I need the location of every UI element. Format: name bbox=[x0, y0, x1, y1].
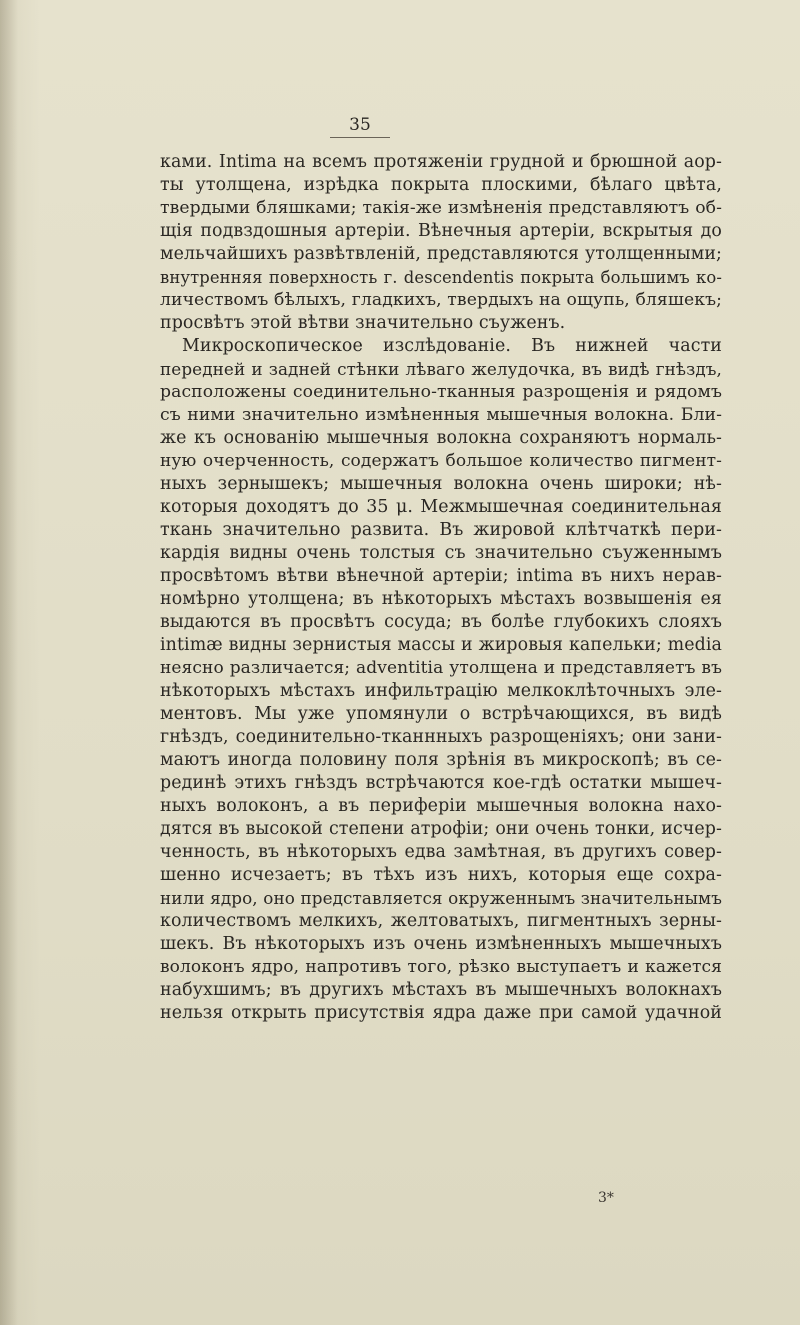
text-line: нельзя открыть присутствія ядра даже при самой удачной bbox=[160, 1003, 722, 1023]
text-line: количествомъ мелкихъ, желтоватыхъ, пигментныхъ зерны- bbox=[160, 911, 722, 931]
text-line: маютъ иногда половину поля зрѣнія въ микроскопѣ; въ се- bbox=[160, 750, 722, 770]
text-line: же къ основанію мышечныя волокна сохраняютъ нормаль- bbox=[160, 428, 722, 448]
text-line: мельчайшихъ развѣтвленій, представляются утолщенными; bbox=[160, 244, 722, 264]
body-text bbox=[160, 151, 722, 1025]
text-line: просвѣтъ этой вѣтви значительно съуженъ. bbox=[160, 313, 566, 333]
text-line: внутренняя поверхность г. descendentis покрыта большимъ ко- bbox=[160, 268, 722, 287]
text-line: твердыми бляшками; такія-же измѣненія представляютъ об- bbox=[160, 198, 722, 218]
text-line: Микроскопическое изслѣдованіе. Въ нижней части bbox=[182, 336, 722, 356]
text-line: ты утолщена, изрѣдка покрыта плоскими, бѣлаго цвѣта, bbox=[160, 175, 722, 195]
text-line: которыя доходятъ до 35 μ. Межмышечная соединительная bbox=[160, 497, 722, 517]
text-line: дятся въ высокой степени атрофіи; они очень тонки, исчер- bbox=[160, 819, 722, 839]
text-line: просвѣтомъ вѣтви вѣнечной артеріи; intima въ нихъ нерав- bbox=[160, 566, 722, 586]
text-line: шенно исчезаетъ; въ тѣхъ изъ нихъ, которыя еще сохра- bbox=[160, 865, 722, 885]
binding-shadow bbox=[0, 0, 18, 1325]
text-line: рединѣ этихъ гнѣздъ встрѣчаются кое-гдѣ остатки мышеч- bbox=[160, 773, 722, 793]
text-line: ками. Intima на всемъ протяженіи грудной и брюшной аор- bbox=[160, 152, 722, 172]
text-line: ткань значительно развита. Въ жировой клѣтчаткѣ пери- bbox=[160, 520, 722, 540]
text-line: личествомъ бѣлыхъ, гладкихъ, твердыхъ на ощупь, бляшекъ; bbox=[160, 290, 722, 310]
text-line: волоконъ ядро, напротивъ того, рѣзко выступаетъ и кажется bbox=[160, 957, 722, 977]
page-number: 35 bbox=[330, 115, 390, 138]
printer-signature: 3* bbox=[598, 1190, 614, 1206]
text-line: передней и задней стѣнки лѣваго желудочка, въ видѣ гнѣздъ, bbox=[160, 359, 722, 379]
text-line: кардія видны очень толстыя съ значительно съуженнымъ bbox=[160, 543, 722, 563]
text-line: ныхъ волоконъ, а въ периферіи мышечныя волокна нахо- bbox=[160, 796, 722, 816]
text-line: расположены соединительно-тканныя разрощенія и рядомъ bbox=[160, 382, 722, 402]
text-line: нѣкоторыхъ мѣстахъ инфильтрацію мелкоклѣточныхъ эле- bbox=[160, 681, 722, 701]
text-line: шекъ. Въ нѣкоторыхъ изъ очень измѣненныхъ мышечныхъ bbox=[160, 934, 722, 954]
text-line: неясно различается; adventitia утолщена и представляетъ въ bbox=[160, 658, 722, 678]
text-line: съ ними значительно измѣненныя мышечныя волокна. Бли- bbox=[160, 405, 722, 425]
text-line: выдаются въ просвѣтъ сосуда; въ болѣе глубокихъ слояхъ bbox=[160, 612, 722, 632]
text-line: ментовъ. Мы уже упомянули о встрѣчающихся, въ видѣ bbox=[160, 704, 722, 724]
text-line: набухшимъ; въ другихъ мѣстахъ въ мышечныхъ волокнахъ bbox=[160, 980, 722, 1000]
text-line: щія подвздошныя артеріи. Вѣнечныя артеріи, вскрытыя до bbox=[160, 221, 722, 241]
text-line: гнѣздъ, соединительно-тканнныхъ разрощеніяхъ; они зани- bbox=[160, 727, 722, 747]
text-line: intimæ видны зернистыя массы и жировыя капельки; media bbox=[160, 635, 722, 655]
text-line: ченность, въ нѣкоторыхъ едва замѣтная, въ другихъ совер- bbox=[160, 842, 722, 862]
text-line: номѣрно утолщена; въ нѣкоторыхъ мѣстахъ возвышенія ея bbox=[160, 589, 722, 609]
text-line: ную очерченность, содержатъ большое количество пигмент- bbox=[160, 451, 722, 471]
text-line: ныхъ зернышекъ; мышечныя волокна очень широки; нѣ- bbox=[160, 474, 722, 494]
text-line: нили ядро, оно представляется окруженнымъ значительнымъ bbox=[160, 888, 722, 908]
